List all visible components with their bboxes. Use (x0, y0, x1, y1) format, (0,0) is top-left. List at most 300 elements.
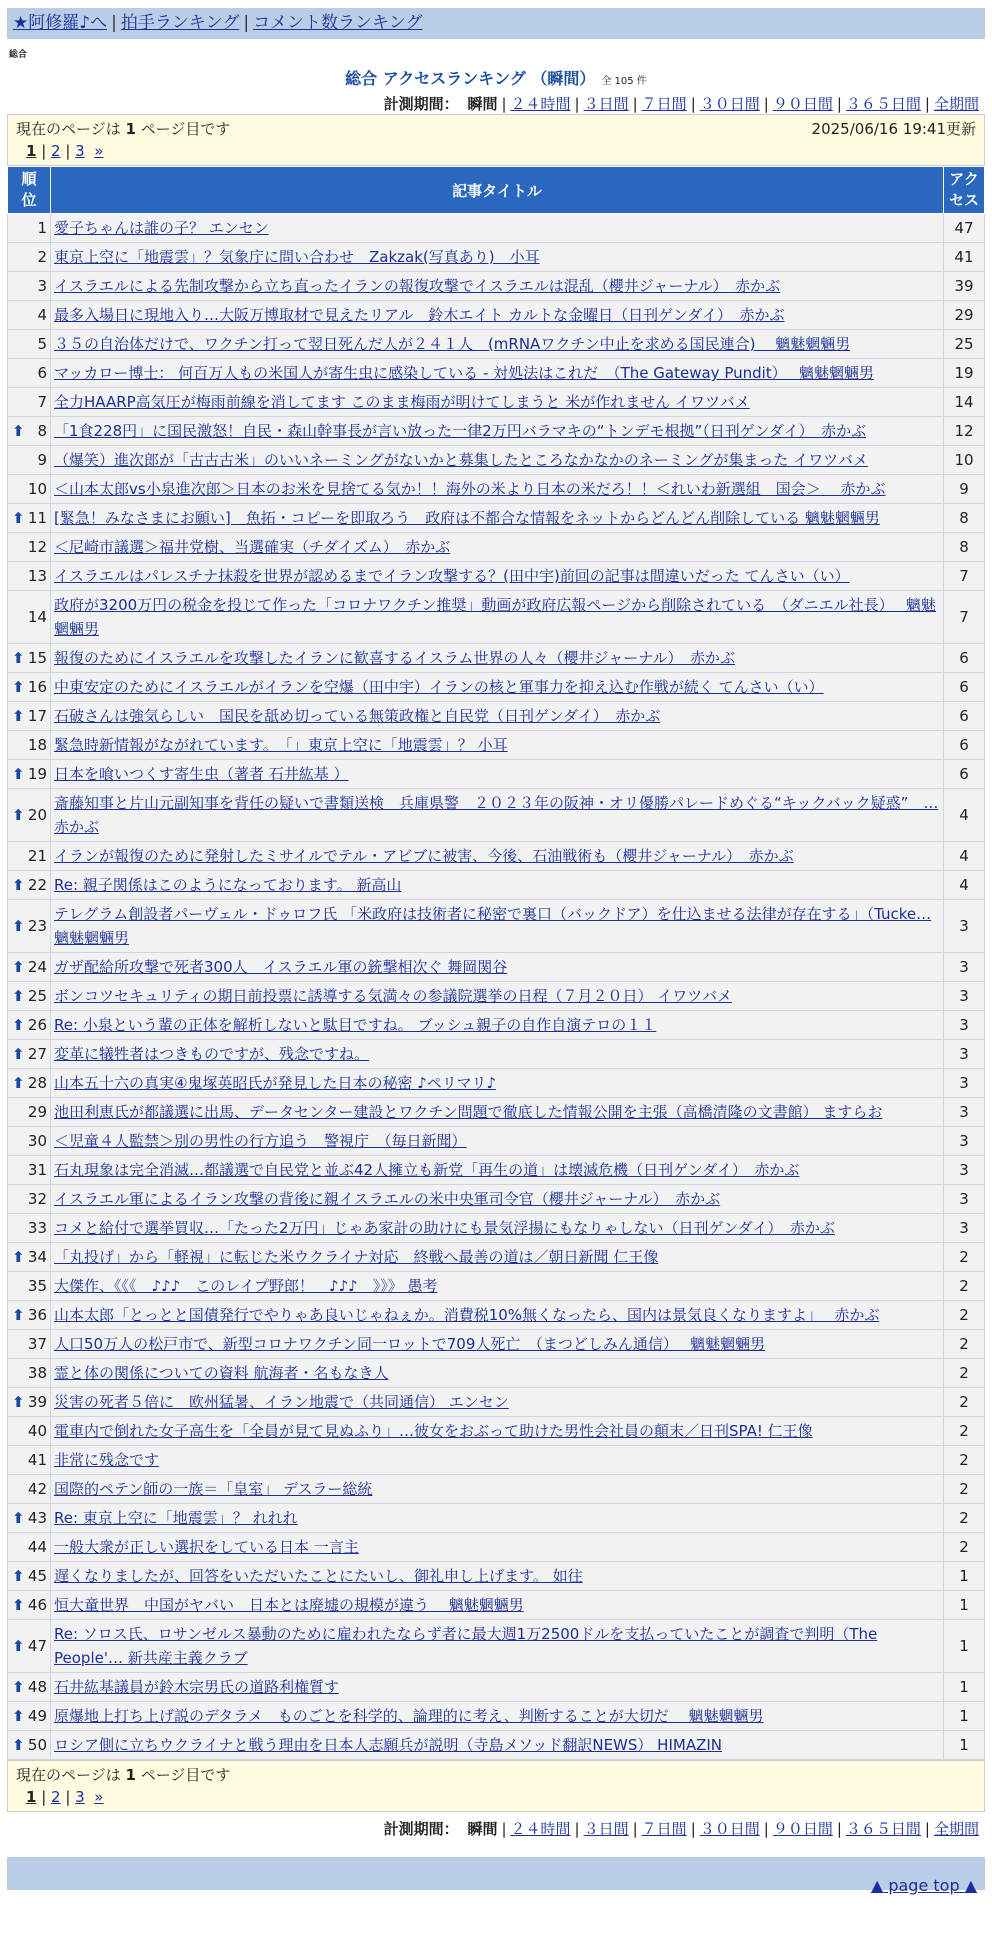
ranking-table (7, 166, 985, 1760)
article-link[interactable]: 石破さんは強気らしい 国民を舐め切っている無策政権と自民党（日刊ゲンダイ） 赤かぶ (54, 707, 661, 725)
rank-cell (8, 673, 51, 702)
table-row (8, 1591, 985, 1620)
rank-cell (8, 760, 51, 789)
article-link[interactable]: 愛子ちゃんは誰の子？ エンセン (54, 219, 269, 237)
title-cell (51, 1127, 944, 1156)
table-row (8, 359, 985, 388)
ranking-body (8, 214, 985, 1760)
table-row (8, 1272, 985, 1301)
title-cell (51, 1185, 944, 1214)
up-arrow-icon: ⬆ (12, 1306, 25, 1324)
table-row (8, 1156, 985, 1185)
rank-cell (8, 272, 51, 301)
period-30d[interactable]: ３０日間 (699, 95, 760, 113)
period-30d[interactable]: ３０日間 (699, 1820, 760, 1838)
rank-number: 4 (37, 306, 47, 324)
access-count: 1 (944, 1620, 985, 1673)
table-row (8, 1504, 985, 1533)
access-count: 8 (944, 533, 985, 562)
rank-number: 28 (27, 1074, 47, 1092)
period-7d[interactable]: ７日間 (641, 1820, 687, 1838)
title-cell (51, 1040, 944, 1069)
up-arrow-icon: ⬆ (12, 958, 25, 976)
table-row (8, 1388, 985, 1417)
table-row (8, 301, 985, 330)
access-count: 3 (944, 1214, 985, 1243)
up-arrow-icon: ⬆ (12, 806, 25, 824)
table-row (8, 900, 985, 953)
title-cell (51, 644, 944, 673)
article-link[interactable]: 最多入場日に現地入り…大阪万博取材で見えたリアル 鈴木エイト カルトな金曜日（日刊ゲンダイ） 赤かぶ (54, 306, 785, 324)
article-link[interactable]: ロシア側に立ちウクライナと戦う理由を日本人志願兵が説明（寺島メソッド翻訳NEWS） HIMAZIN (54, 1736, 722, 1754)
table-row (8, 562, 985, 591)
article-link[interactable]: 東京上空に「地震雲」？気象庁に問い合わせ Zakzak(写真あり) 小耳 (54, 248, 540, 266)
table-row (8, 1673, 985, 1702)
page-3-link[interactable]: 3 (75, 1788, 85, 1806)
access-count: 7 (944, 562, 985, 591)
rank-cell (8, 1156, 51, 1185)
col-rank-header (8, 167, 51, 214)
period-90d[interactable]: ９０日間 (772, 1820, 833, 1838)
rank-cell (8, 417, 51, 446)
home-link[interactable]: ★阿修羅♪へ (13, 13, 108, 33)
article-link[interactable]: イスラエルによる先制攻撃から立ち直ったイランの報復攻撃でイスラエルは混乱（櫻井ジャーナル） 赤かぶ (54, 277, 781, 295)
rank-number: 29 (27, 1103, 47, 1121)
article-link[interactable]: 報復のためにイスラエルを攻撃したイランに歓喜するイスラム世界の人々（櫻井ジャーナル） 赤かぶ (54, 649, 736, 667)
article-link[interactable]: ガザ配給所攻撃で死者300人 イスラエル軍の銃撃相次ぐ 舞岡関谷 (54, 958, 508, 976)
table-row (8, 1040, 985, 1069)
title-cell (51, 1702, 944, 1731)
page-links: 1 | 2 | 3 » (26, 142, 104, 160)
rank-cell (8, 1417, 51, 1446)
rank-number: 36 (27, 1306, 47, 1324)
title-cell (51, 591, 944, 644)
rank-number: 19 (27, 765, 47, 783)
rank-cell (8, 1533, 51, 1562)
rank-number: 6 (37, 364, 47, 382)
rank-cell (8, 644, 51, 673)
col-count-header (944, 167, 985, 214)
title-cell (51, 1504, 944, 1533)
period-current: 瞬間 (467, 95, 498, 113)
page-1-current: 1 (26, 142, 37, 160)
access-count: 4 (944, 871, 985, 900)
rank-cell (8, 1127, 51, 1156)
period-all[interactable]: 全期間 (933, 1820, 979, 1838)
rank-cell (8, 446, 51, 475)
access-count: 2 (944, 1446, 985, 1475)
rank-cell (8, 1562, 51, 1591)
title-cell (51, 1562, 944, 1591)
table-row (8, 982, 985, 1011)
access-count: 25 (944, 330, 985, 359)
title-cell (51, 475, 944, 504)
access-count: 39 (944, 272, 985, 301)
page-status-post: ページ目です (140, 120, 231, 138)
article-link[interactable]: 「丸投げ」から「軽視」に転じた米ウクライナ対応 終戦へ最善の道は／朝日新聞 仁王像 (54, 1248, 659, 1266)
article-link[interactable]: 石丸現象は完全消滅…都議選で自民党と並ぶ42人擁立も新党「再生の道」は壊滅危機（日刊ゲンダイ） 赤かぶ (54, 1161, 800, 1179)
period-7d[interactable]: ７日間 (641, 95, 687, 113)
page-title-text: 総合 アクセスランキング （瞬間） (345, 69, 596, 88)
page-status-num: 1 (125, 1766, 136, 1784)
rank-number: 17 (27, 707, 47, 725)
table-row (8, 1301, 985, 1330)
title-cell (51, 731, 944, 760)
page-top-link[interactable]: ▲ page top ▲ (870, 1876, 977, 1895)
footer-bar (7, 1857, 985, 1895)
rank-number: 8 (37, 422, 47, 440)
article-link[interactable]: マッカロー博士： 何百万人もの米国人が寄生虫に感染している - 対処法はこれだ （The Gateway Pundit） 魑魅魍魎男 (54, 364, 874, 382)
clap-ranking-link[interactable]: 拍手ランキング (120, 13, 240, 33)
up-arrow-icon: ⬆ (12, 422, 25, 440)
title-cell (51, 1069, 944, 1098)
title-cell (51, 760, 944, 789)
title-cell (51, 243, 944, 272)
article-link[interactable]: ３５の自治体だけで、ワクチン打って翌日死んだ人が２４１人 (mRNAワクチン中止を求める国民連合) 魑魅魍魎男 (54, 335, 851, 353)
up-arrow-icon: ⬆ (12, 876, 25, 894)
article-link[interactable]: 緊急時新情報がながれています。 「」東京上空に「地震雲」？ 小耳 (54, 736, 508, 754)
table-row (8, 953, 985, 982)
article-link[interactable]: 山本五十六の真実④鬼塚英昭氏が発見した日本の秘密 ♪ペリマリ♪ (54, 1074, 497, 1092)
up-arrow-icon: ⬆ (12, 1736, 25, 1754)
table-row (8, 842, 985, 871)
up-arrow-icon: ⬆ (12, 1393, 25, 1411)
rank-number: 49 (27, 1707, 47, 1725)
article-link[interactable]: 山本太郎「とっとと国債発行でやりゃあ良いじゃねぇか。消費税10%無くなったら、国内は景気良くなりますよ」 赤かぶ (54, 1306, 880, 1324)
access-count: 19 (944, 359, 985, 388)
table-row (8, 1330, 985, 1359)
article-link[interactable]: ＜児童４人監禁＞別の男性の行方追う 警視庁 （毎日新聞） (54, 1132, 467, 1150)
title-cell (51, 1243, 944, 1272)
up-arrow-icon: ⬆ (12, 765, 25, 783)
comment-ranking-link[interactable]: コメント数ランキング (253, 13, 423, 33)
rank-cell (8, 1301, 51, 1330)
rank-cell (8, 330, 51, 359)
table-row (8, 388, 985, 417)
rank-cell (8, 900, 51, 953)
title-cell (51, 702, 944, 731)
access-count: 3 (944, 982, 985, 1011)
title-cell (51, 1214, 944, 1243)
up-arrow-icon: ⬆ (12, 1567, 25, 1585)
title-cell (51, 900, 944, 953)
rank-number: 30 (27, 1132, 47, 1150)
access-count: 1 (944, 1591, 985, 1620)
col-title-header: 記事タイトル (51, 167, 944, 214)
title-cell (51, 1731, 944, 1760)
rank-number: 14 (27, 608, 47, 626)
rank-number: 9 (37, 451, 47, 469)
rank-number: 32 (27, 1190, 47, 1208)
article-link[interactable]: 「1食228円」に国民激怒！自民・森山幹事長が言い放った一律2万円バラマキの“トンデモ根拠”（日刊ゲンダイ） 赤かぶ (54, 422, 867, 440)
article-link[interactable]: Re: 親子関係はこのようになっております。 新高山 (54, 876, 402, 894)
rank-number: 46 (27, 1596, 47, 1614)
rank-number: 26 (27, 1016, 47, 1034)
title-cell (51, 359, 944, 388)
table-row (8, 702, 985, 731)
rank-number: 20 (27, 806, 47, 824)
rank-number: 5 (37, 335, 47, 353)
pager-bottom (7, 1760, 985, 1812)
article-link[interactable]: イスラエル軍によるイラン攻撃の背後に親イスラエルの米中央軍司令官（櫻井ジャーナル） 赤かぶ (54, 1190, 721, 1208)
article-link[interactable]: 人口50万人の松戸市で、新型コロナワクチン同一ロットで709人死亡 （まつどしみん通信） 魑魅魍魎男 (54, 1335, 766, 1353)
table-row (8, 214, 985, 243)
period-label: 計測期間： (383, 95, 459, 113)
rank-cell (8, 1702, 51, 1731)
access-count: 6 (944, 760, 985, 789)
article-link[interactable]: ボンコツセキュリティの期日前投票に誘導する気満々の参議院選挙の日程（７月２０日） イワツバメ (54, 987, 732, 1005)
page-status-post: ページ目です (140, 1766, 231, 1784)
title-cell (51, 982, 944, 1011)
next-page-link[interactable]: » (94, 142, 104, 160)
title-cell (51, 272, 944, 301)
access-count: 1 (944, 1702, 985, 1731)
up-arrow-icon: ⬆ (12, 987, 25, 1005)
article-link[interactable]: 変革に犠牲者はつきものですが、残念ですね。 (54, 1045, 370, 1063)
title-cell (51, 301, 944, 330)
rank-number: 7 (37, 393, 47, 411)
rank-cell (8, 1591, 51, 1620)
rank-cell (8, 1011, 51, 1040)
up-arrow-icon: ⬆ (12, 1637, 25, 1655)
category-label: 総合 (9, 50, 28, 60)
rank-number: 45 (27, 1567, 47, 1585)
table-row (8, 673, 985, 702)
access-count: 2 (944, 1504, 985, 1533)
rank-number: 37 (27, 1335, 47, 1353)
table-row (8, 644, 985, 673)
access-count: 1 (944, 1673, 985, 1702)
title-cell (51, 1533, 944, 1562)
article-link[interactable]: イスラエルはパレスチナ抹殺を世界が認めるまでイラン攻撃する？(田中宇)前回の記事は間違いだった てんさい（い） (54, 567, 850, 585)
rank-cell (8, 1359, 51, 1388)
article-link[interactable]: 非常に残念です (54, 1451, 160, 1469)
access-count: 4 (944, 842, 985, 871)
rank-cell (8, 842, 51, 871)
rank-cell (8, 1620, 51, 1673)
table-row (8, 1620, 985, 1673)
table-row (8, 504, 985, 533)
title-cell (51, 1475, 944, 1504)
access-count: 14 (944, 388, 985, 417)
up-arrow-icon: ⬆ (12, 1707, 25, 1725)
access-count: 3 (944, 900, 985, 953)
title-cell (51, 1359, 944, 1388)
article-link[interactable]: 災害の死者５倍に 欧州猛暑、イラン地震で（共同通信） エンセン (54, 1393, 509, 1411)
rank-cell (8, 1731, 51, 1760)
article-link[interactable]: 池田利恵氏が都議選に出馬、データセンター建設とワクチン問題で徹底した情報公開を主張（高橋清隆の文書館） ますらお (54, 1103, 883, 1121)
access-count: 3 (944, 1040, 985, 1069)
title-cell (51, 789, 944, 842)
access-count: 1 (944, 1731, 985, 1760)
title-cell (51, 1156, 944, 1185)
rank-number: 2 (37, 248, 47, 266)
rank-number: 41 (27, 1451, 47, 1469)
rank-cell (8, 1388, 51, 1417)
access-count: 12 (944, 417, 985, 446)
rank-cell (8, 789, 51, 842)
page-status-pre: 現在のページは (16, 1766, 121, 1784)
period-24h[interactable]: ２４時間 (510, 1820, 571, 1838)
rank-number: 16 (27, 678, 47, 696)
up-arrow-icon: ⬆ (12, 1074, 25, 1092)
pager-top (7, 114, 985, 166)
page-status (16, 118, 230, 140)
table-row (8, 1562, 985, 1591)
rank-cell (8, 1214, 51, 1243)
access-count: 2 (944, 1417, 985, 1446)
title-cell (51, 1591, 944, 1620)
rank-cell (8, 1330, 51, 1359)
up-arrow-icon: ⬆ (12, 1596, 25, 1614)
access-count: 2 (944, 1388, 985, 1417)
article-link[interactable]: 全力HAARP高気圧が梅雨前線を消してます このまま梅雨が明けてしまうと 米が作れません イワツバメ (54, 393, 750, 411)
rank-number: 31 (27, 1161, 47, 1179)
rank-number: 10 (27, 480, 47, 498)
title-cell (51, 673, 944, 702)
period-365d[interactable]: ３６５日間 (845, 1820, 921, 1838)
rank-cell (8, 1185, 51, 1214)
article-link[interactable]: 電車内で倒れた女子高生を「全員が見て見ぬふり」…彼女をおぶって助けた男性会社員の顛末／日刊SPA! 仁王像 (54, 1422, 813, 1440)
title-cell (51, 953, 944, 982)
title-cell (51, 1446, 944, 1475)
title-cell (51, 1388, 944, 1417)
table-header (8, 167, 985, 214)
period-90d[interactable]: ９０日間 (772, 95, 833, 113)
access-count: 2 (944, 1533, 985, 1562)
rank-number: 27 (27, 1045, 47, 1063)
rank-cell (8, 871, 51, 900)
rank-cell (8, 562, 51, 591)
title-cell (51, 871, 944, 900)
page-3-link[interactable]: 3 (75, 142, 85, 160)
rank-number: 11 (27, 509, 47, 527)
article-link[interactable]: 遅くなりましたが、回答をいただいたことにたいし、御礼申し上げます。 如往 (54, 1567, 583, 1585)
article-link[interactable]: 政府が3200万円の税金を投じて作った「コロナワクチン推奨」動画が政府広報ページから削除されている （ダニエル社長） 魑魅魍魎男 (54, 596, 936, 638)
access-count: 3 (944, 953, 985, 982)
rank-number: 43 (27, 1509, 47, 1527)
period-365d[interactable]: ３６５日間 (845, 95, 921, 113)
up-arrow-icon: ⬆ (12, 678, 25, 696)
access-count: 4 (944, 789, 985, 842)
next-page-link[interactable]: » (94, 1788, 104, 1806)
access-count: 3 (944, 1156, 985, 1185)
period-3d[interactable]: ３日間 (583, 1820, 629, 1838)
article-link[interactable]: 日本を喰いつくす寄生虫（著者 石井紘基 ） (54, 765, 349, 783)
table-row (8, 1127, 985, 1156)
rank-cell (8, 591, 51, 644)
table-row (8, 446, 985, 475)
rank-cell (8, 953, 51, 982)
access-count: 2 (944, 1301, 985, 1330)
up-arrow-icon: ⬆ (12, 1045, 25, 1063)
table-row (8, 760, 985, 789)
article-link[interactable]: 斎藤知事と片山元副知事を背任の疑いで書類送検 兵庫県警 ２０２３年の阪神・オリ優勝パレードめぐる“キックバック疑惑” … 赤かぶ (54, 794, 939, 836)
rank-cell (8, 533, 51, 562)
rank-cell (8, 1098, 51, 1127)
table-row (8, 1359, 985, 1388)
rank-number: 22 (27, 876, 47, 894)
period-all[interactable]: 全期間 (933, 95, 979, 113)
period-24h[interactable]: ２４時間 (510, 95, 571, 113)
article-link[interactable]: テレグラム創設者パーヴェル・ドゥロフ氏 「米政府は技術者に秘密で裏口（バックドア）を仕込ませる法律が存在する」（Tucke… 魑魅魍魎男 (54, 905, 932, 947)
rank-cell (8, 1272, 51, 1301)
rank-number: 21 (27, 847, 47, 865)
article-link[interactable]: Re: 東京上空に「地震雲」？ れれれ (54, 1509, 298, 1527)
article-link[interactable]: イランが報復のために発射したミサイルでテル・アビブに被害、今後、石油戦術も（櫻井ジャーナル） 赤かぶ (54, 847, 794, 865)
rank-number: 18 (27, 736, 47, 754)
title-cell (51, 1098, 944, 1127)
access-count: 6 (944, 702, 985, 731)
rank-number: 40 (27, 1422, 47, 1440)
title-cell (51, 1272, 944, 1301)
article-link[interactable]: 中東安定のためにイスラエルがイランを空爆（田中宇）イランの核と軍事力を抑え込む作戦が続く てんさい（い） (54, 678, 824, 696)
table-row (8, 1243, 985, 1272)
page-title (7, 66, 985, 89)
table-row (8, 417, 985, 446)
title-cell (51, 330, 944, 359)
article-link[interactable]: [緊急！みなさまにお願い] 魚拓・コピーを即取ろう 政府は不都合な情報をネットからどんどん削除している 魑魅魍魎男 (54, 509, 880, 527)
page-2-link[interactable]: 2 (51, 142, 61, 160)
rank-number: 39 (27, 1393, 47, 1411)
article-link[interactable]: 国際的ペテン師の一族＝「皇室」 デスラー総統 (54, 1480, 373, 1498)
table-row (8, 1533, 985, 1562)
article-link[interactable]: 一般大衆が正しい選択をしている日本 一言主 (54, 1538, 359, 1556)
rank-number: 3 (37, 277, 47, 295)
title-cell (51, 562, 944, 591)
col-count-label: アクセス (948, 170, 979, 209)
article-link[interactable]: （爆笑）進次郎が「古古古米」のいいネーミングがないかと募集したところなかなかのネーミングが集まった イワツバメ (54, 451, 868, 469)
article-link[interactable]: 恒大童世界 中国がヤバい 日本とは廃墟の規模が違う 魑魅魍魎男 (54, 1596, 524, 1614)
article-link[interactable]: Re: ソロス氏、ロサンゼルス暴動のために雇われたならず者に最大週1万2500ドルを支払っていたことが調査で判明（The People'… 新共産主義クラブ (54, 1625, 878, 1667)
rank-number: 42 (27, 1480, 47, 1498)
page-status-pre: 現在のページは (16, 120, 121, 138)
access-count: 6 (944, 731, 985, 760)
access-count: 7 (944, 591, 985, 644)
access-count: 2 (944, 1359, 985, 1388)
title-cell (51, 214, 944, 243)
separator: | (111, 13, 117, 33)
table-row (8, 871, 985, 900)
up-arrow-icon: ⬆ (12, 707, 25, 725)
page-status-num: 1 (125, 120, 136, 138)
article-link[interactable]: 原爆地上打ち上げ説のデタラメ ものごとを科学的、論理的に考え、判断することが大切だ 魑魅魍魎男 (54, 1707, 764, 1725)
period-3d[interactable]: ３日間 (583, 95, 629, 113)
rank-cell (8, 243, 51, 272)
rank-number: 44 (27, 1538, 47, 1556)
article-link[interactable]: ＜山本太郎vs小泉進次郎＞日本のお米を見捨てる気か！！海外の米より日本の米だろ！！＜れいわ新選組 国会＞ 赤かぶ (54, 480, 886, 498)
up-arrow-icon: ⬆ (12, 917, 25, 935)
rank-cell (8, 1243, 51, 1272)
access-count: 2 (944, 1330, 985, 1359)
article-link[interactable]: ＜尼崎市議選＞福井党樹、当選確実（チダイズム） 赤かぶ (54, 538, 451, 556)
article-link[interactable]: コメと給付で選挙買収…「たった2万円」じゃあ家計の助けにも景気浮揚にもなりゃしない（日刊ゲンダイ） 赤かぶ (54, 1219, 835, 1237)
article-link[interactable]: 大傑作、《《《 ♪♪♪ このレイプ野郎！ ♪♪♪ 》》》 愚考 (54, 1277, 438, 1295)
title-cell (51, 504, 944, 533)
table-row (8, 475, 985, 504)
page-2-link[interactable]: 2 (51, 1788, 61, 1806)
article-link[interactable]: 石井紘基議員が鈴木宗男氏の道路利権質す (54, 1678, 340, 1696)
table-row (8, 1475, 985, 1504)
col-rank-label: 順位 (21, 170, 37, 209)
article-link[interactable]: Re: 小泉という輩の正体を解析しないと駄目ですね。 ブッシュ親子の自作自演テロの１１ (54, 1016, 657, 1034)
access-count: 10 (944, 446, 985, 475)
table-row (8, 789, 985, 842)
up-arrow-icon: ⬆ (12, 1678, 25, 1696)
access-count: 1 (944, 1562, 985, 1591)
article-link[interactable]: 霊と体の関係についての資料 航海者・名もなき人 (54, 1364, 389, 1382)
access-count: 3 (944, 1127, 985, 1156)
